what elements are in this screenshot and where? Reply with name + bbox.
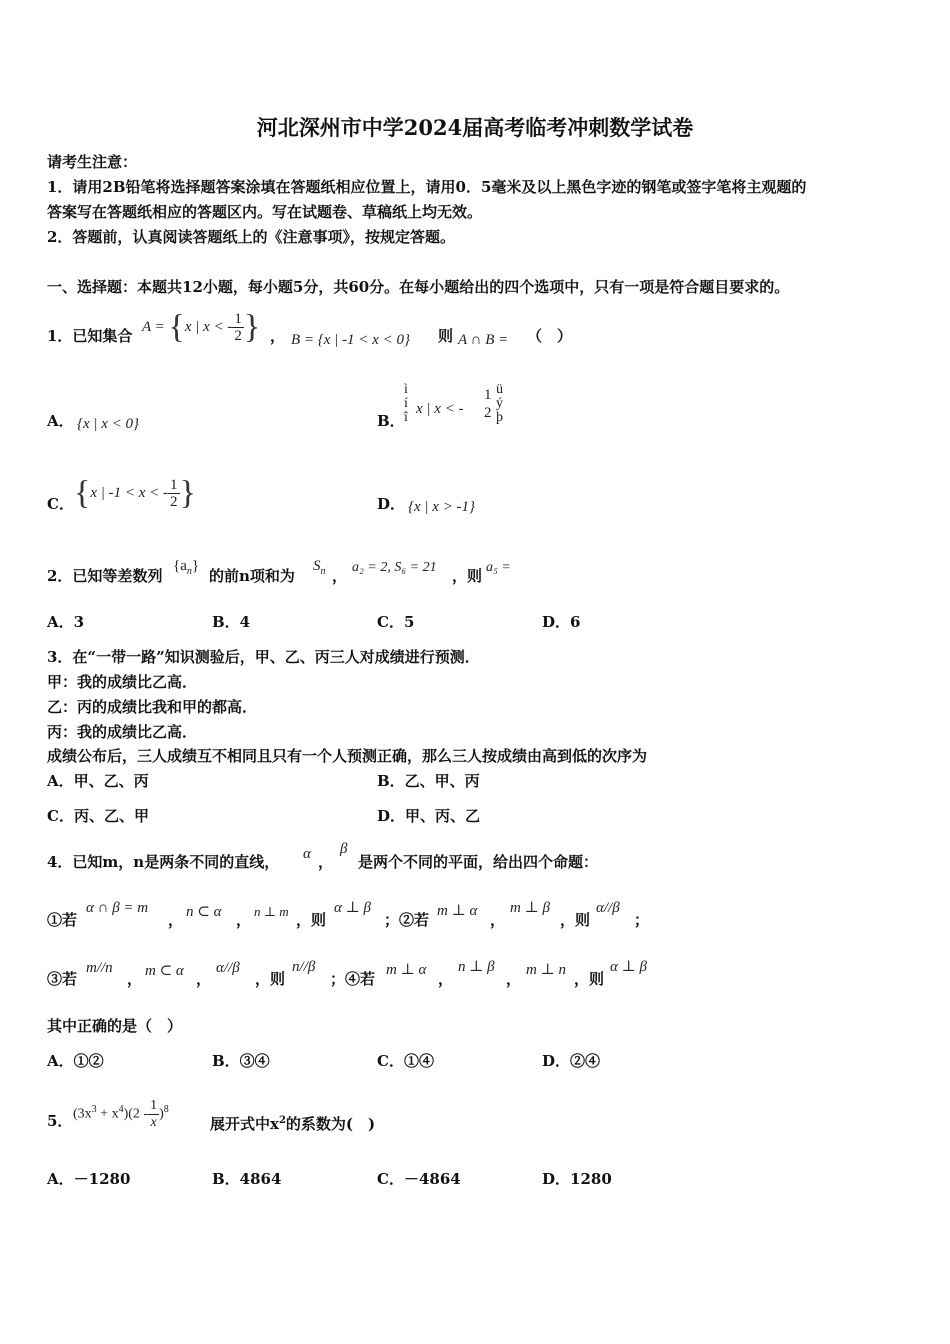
q4-p3-label: ③若 — [47, 970, 78, 988]
q5-option-b[interactable]: B．4864 — [212, 1170, 282, 1188]
q1-option-b-label[interactable]: B． — [377, 412, 405, 430]
q4-option-b[interactable]: B．③④ — [212, 1052, 270, 1070]
q4-p3-b: m ⊂ α — [145, 963, 184, 979]
q4-p1-c: n ⊥ m — [254, 904, 289, 919]
q4-p1-a: α ∩ β = m — [86, 900, 149, 916]
q5-option-c[interactable]: C．－4864 — [377, 1170, 461, 1188]
q2-option-b[interactable]: B．4 — [212, 613, 251, 631]
q3-option-b[interactable]: B．乙、甲、丙 — [377, 772, 480, 790]
q1-option-d-label[interactable]: D． — [377, 495, 406, 513]
q1-option-c[interactable]: {x | -1 < x < - $\frac{1}{2}$ } — [74, 474, 196, 512]
q4-stem-b: 是两个不同的平面，给出四个命题： — [358, 853, 599, 871]
notice-line-1a: 1．请用2B铅笔将选择题答案涂填在答题纸相应位置上，请用0．5毫米及以上黑色字迹的钢笔或签字笔将主观题的 — [47, 178, 807, 196]
q1-option-a-label[interactable]: A． — [47, 412, 74, 430]
q2-option-a[interactable]: A．3 — [47, 613, 85, 631]
q4-p3-result: n//β — [292, 959, 316, 975]
q3-bing: 丙：我的成绩比乙高． — [47, 723, 198, 741]
section-heading: 一、选择题：本题共12小题，每小题5分，共60分。在每小题给出的四个选项中，只有一项是符合题目要求的。 — [47, 278, 790, 296]
q4-p2-label: ；②若 — [384, 911, 430, 929]
q5-number: 5． — [47, 1112, 73, 1130]
q4-p2-result: α//β — [596, 900, 620, 916]
q2-sequence: $\{a_n\}$ — [173, 558, 200, 577]
q1-expr: A ∩ B = — [458, 332, 509, 348]
q3-option-c[interactable]: C．丙、乙、甲 — [47, 807, 149, 825]
q4-p2-a: m ⊥ α — [437, 903, 478, 919]
q4-p1-result: α ⊥ β — [334, 900, 371, 916]
q3-option-a[interactable]: A．甲、乙、丙 — [47, 772, 149, 790]
q3-stem: 3．在“一带一路”知识测验后，甲、乙、丙三人对成绩进行预测． — [47, 648, 480, 666]
q1-option-b[interactable]: x | x < - — [416, 401, 464, 417]
q2-sum: $S_n$ — [313, 558, 326, 577]
q1-option-c-label[interactable]: C． — [47, 495, 74, 513]
q2-prefix: 2．已知等差数列 — [47, 567, 163, 585]
notice-heading: 请考生注意： — [47, 153, 138, 171]
q1-prefix: 1．已知集合 — [47, 327, 133, 345]
q1-option-a[interactable]: {x | x < 0} — [77, 416, 140, 432]
q4-p4-c: m ⊥ n — [526, 962, 566, 978]
q4-beta: β — [340, 841, 348, 857]
q2-ask: a₅ = — [486, 560, 511, 575]
q1-option-d[interactable]: {x | x > -1} — [408, 499, 476, 515]
q4-p4-label: ；④若 — [330, 970, 376, 988]
q4-p3-a: m//n — [86, 960, 113, 976]
q5-option-d[interactable]: D．1280 — [542, 1170, 612, 1188]
q4-option-c[interactable]: C．①④ — [377, 1052, 434, 1070]
q4-stem-a: 4．已知m，n是两条不同的直线， — [47, 853, 280, 871]
q5-expression: $(3x^3 + x^4)(2$ - $\frac{1}{x}$ )$^8$ — [73, 1097, 169, 1130]
q3-yi: 乙：丙的成绩比我和甲的都高． — [47, 698, 258, 716]
q3-jia: 甲：我的成绩比乙高． — [47, 673, 198, 691]
q4-p2-b: m ⊥ β — [510, 900, 550, 916]
q4-p1-b: n ⊂ α — [186, 904, 222, 920]
q2-option-d[interactable]: D．6 — [542, 613, 581, 631]
notice-line-1b: 答案写在答题纸相应的答题区内。写在试题卷、草稿纸上均无效。 — [47, 203, 483, 221]
q4-alpha: α — [303, 846, 311, 862]
q1-set-a: A = {x | x < - $\frac{1}{2}$ } — [142, 308, 261, 346]
q4-p3-c: α//β — [216, 960, 240, 976]
q4-p4-result: α ⊥ β — [610, 959, 647, 975]
q4-p4-b: n ⊥ β — [458, 959, 495, 975]
q3-option-d[interactable]: D．甲、丙、乙 — [377, 807, 481, 825]
q4-option-a[interactable]: A．①② — [47, 1052, 104, 1070]
q1-option-b-frac: 1 2 — [484, 387, 492, 421]
notice-line-2: 2．答题前，认真阅读答题纸上的《注意事项》，按规定答题。 — [47, 228, 455, 246]
q1-option-b-right-brace: ü ý þ — [496, 382, 503, 425]
q1-option-b-left-brace: ì í î — [404, 382, 408, 425]
q3-ask: 成绩公布后，三人成绩互不相同且只有一个人预测正确，那么三人按成绩由高到低的次序为 — [47, 747, 648, 765]
q4-p4-a: m ⊥ α — [386, 962, 427, 978]
q4-ask: 其中正确的是（ ） — [47, 1017, 183, 1035]
q4-option-d[interactable]: D．②④ — [542, 1052, 601, 1070]
q5-tail: 展开式中$x^2$的系数为( ) — [210, 1115, 376, 1133]
q2-condition: a₂ = 2, S₆ = 21 — [352, 560, 437, 575]
page-title: 河北深州市中学2024届高考临考冲刺数学试卷 — [256, 115, 694, 140]
q1-set-b: B = {x | -1 < x < 0} — [291, 332, 410, 348]
q4-p1-label: ①若 — [47, 911, 78, 929]
q2-option-c[interactable]: C．5 — [377, 613, 415, 631]
q5-option-a[interactable]: A．－1280 — [47, 1170, 131, 1188]
